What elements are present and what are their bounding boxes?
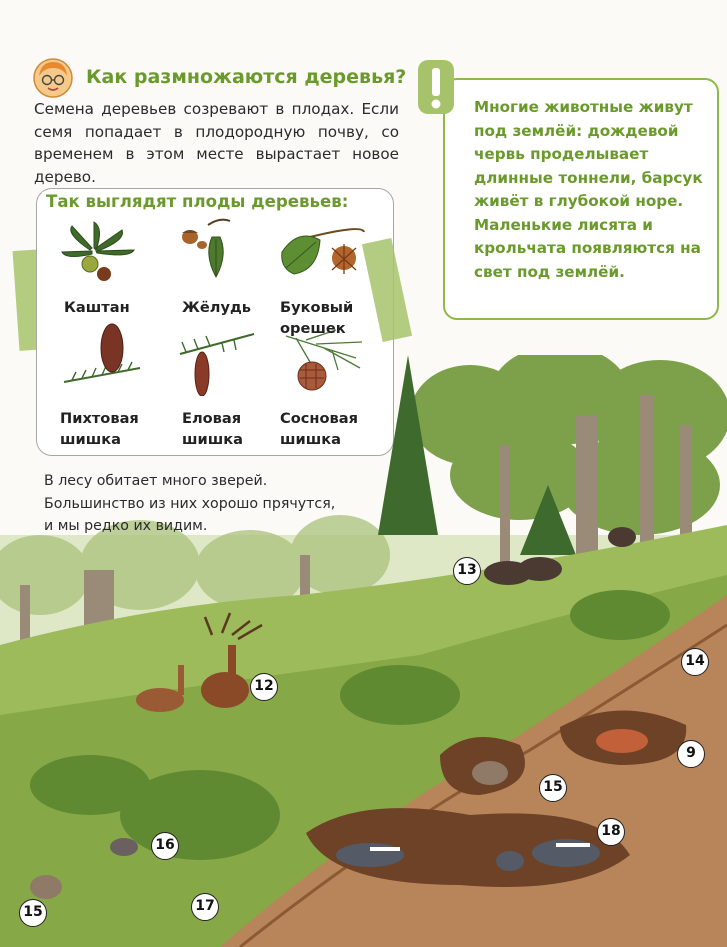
fruit-label-beechnut: Буковый орешек (280, 299, 354, 337)
marker-15-rabbit: 15 (19, 899, 47, 927)
marker-13: 13 (453, 557, 481, 585)
marker-14: 14 (681, 648, 709, 676)
fruit-label-fir-cone: Пихтовая шишка (60, 410, 139, 448)
forest-illustration (0, 355, 727, 947)
marker-17: 17 (191, 893, 219, 921)
chestnut-image (52, 218, 144, 284)
marker-15-burrow: 15 (539, 774, 567, 802)
fruit-label-spruce-cone: Еловая шишка (182, 410, 243, 448)
marker-16: 16 (151, 832, 179, 860)
fruits-title: Так выглядят плоды деревьев: (42, 192, 352, 211)
exclamation-icon (414, 58, 458, 116)
forest-note: В лесу обитает много зверей. Большинство из них хорошо прячутся, и мы редко их видим. (44, 473, 336, 534)
intro-paragraph: Семена деревьев созревают в плодах. Если семя попадает в плодородную почву, со временем в этом месте вырастает новое дерево. (34, 100, 399, 186)
marker-12: 12 (250, 673, 278, 701)
fruit-label-acorn: Жёлудь (182, 299, 251, 316)
fruit-label-chestnut: Каштан (64, 299, 130, 316)
marker-9: 9 (677, 740, 705, 768)
girl-avatar-icon (33, 58, 73, 98)
section-heading: Как размножаются деревья? (86, 66, 407, 88)
fruit-label-pine-cone: Сосновая шишка (280, 410, 358, 448)
marker-18: 18 (597, 818, 625, 846)
acorn-image (168, 215, 260, 281)
fact-text: Многие животные живут под землёй: дождевой червь проделывает длинные тоннели, барсук живёт в глубокой норе. Маленькие лисята и крольчата появляются на свет под землёй. (474, 98, 703, 281)
beechnut-image (276, 218, 368, 284)
